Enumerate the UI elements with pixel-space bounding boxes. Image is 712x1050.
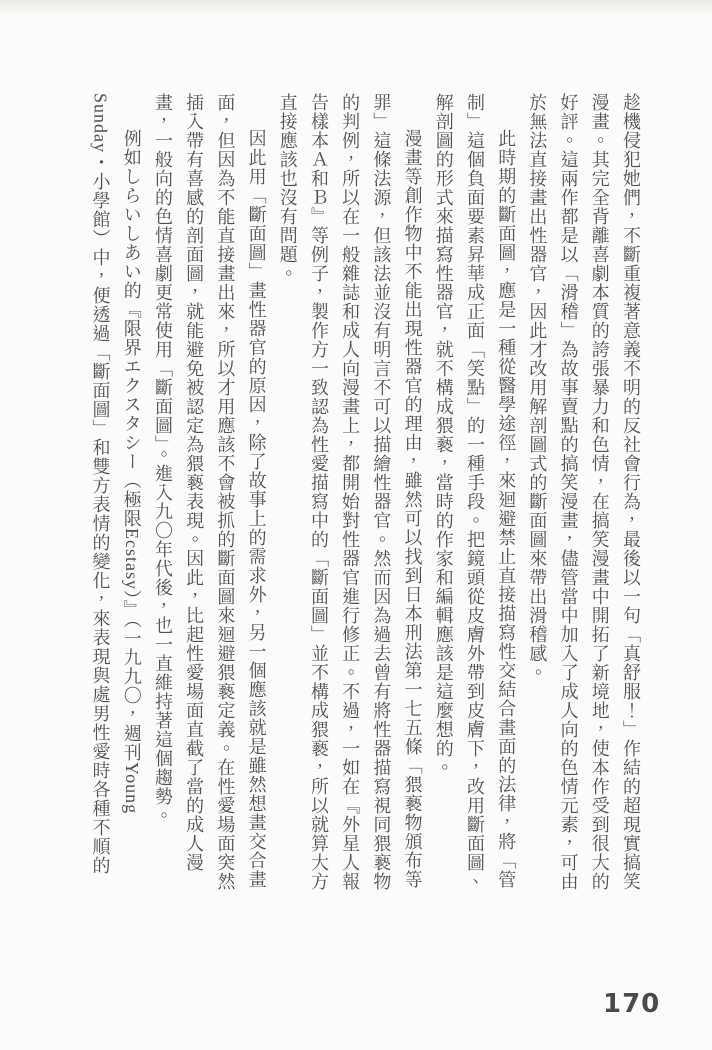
vertical-text-block	[84, 93, 646, 893]
paragraph: 例如しらいしあい的『限界エクスタシー（極限Ecstasy）』（一九九〇，週刊Young Sunday・小學館）中，便透過「斷面圖」和雙方表情的變化，來表現與處男性愛時各種不順的	[90, 93, 142, 875]
paragraph: 因此用「斷面圖」畫性器官的原因，除了故事上的需求外，另一個應該就是雖然想畫交合畫面，但因為不能直接畫出來，所以才用應該不會被抓的斷面圖來迴避猥褻定義。在性愛場面突然插入帶有喜感的剖面圖，就能避免被認定為猥褻表現。因此，比起性愛場面直截了當的成人漫畫，一般向的色情喜劇更常使用「斷面圖」。進入九〇年代後，也一直維持著這個趨勢。	[152, 93, 267, 891]
paragraph: 此時期的斷面圖，應是一種從醫學途徑，來迴避禁止直接描寫性交結合畫面的法律，將「管制」這個負面要素昇華成正面「笑點」的一種手段。把鏡頭從皮膚外帶到皮膚下，改用斷面圖、解剖圖的形式來描寫性器官，就不構成猥褻，當時的作家和編輯應該是這麼想的。	[433, 93, 517, 891]
paragraph: 漫畫等創作物中不能出現性器官的理由，雖然可以找到日本刑法第一七五條「猥褻物頒布等罪」這條法源，但該法並沒有明言不可以描繪性器官。然而因為過去曾有將性器描寫視同猥褻物的判例，所以在一般雜誌和成人向漫畫上，都開始對性器官進行修正。不過，一如在『外星人報告樣本Ａ和Ｂ』等例子，製作方一致認為性愛描寫中的「斷面圖」並不構成猥褻，所以就算大方直接應該也沒有問題。	[277, 93, 423, 891]
page-number: 170	[603, 989, 661, 1019]
paragraph: 趁機侵犯她們，不斷重複著意義不明的反社會行為，最後以一句「真舒服！」作結的超現實搞笑漫畫。其完全背離喜劇本質的誇張暴力和色情，在搞笑漫畫中開拓了新境地，使本作受到很大的好評。這兩作都是以「滑稽」為故事賣點的搞笑漫畫，儘管當中加入了成人向的色情元素，可由於無法直接畫出性器官，因此才改用解剖圖式的斷面圖來帶出滑稽感。	[527, 93, 641, 891]
scan-edge-shadow	[0, 0, 712, 14]
